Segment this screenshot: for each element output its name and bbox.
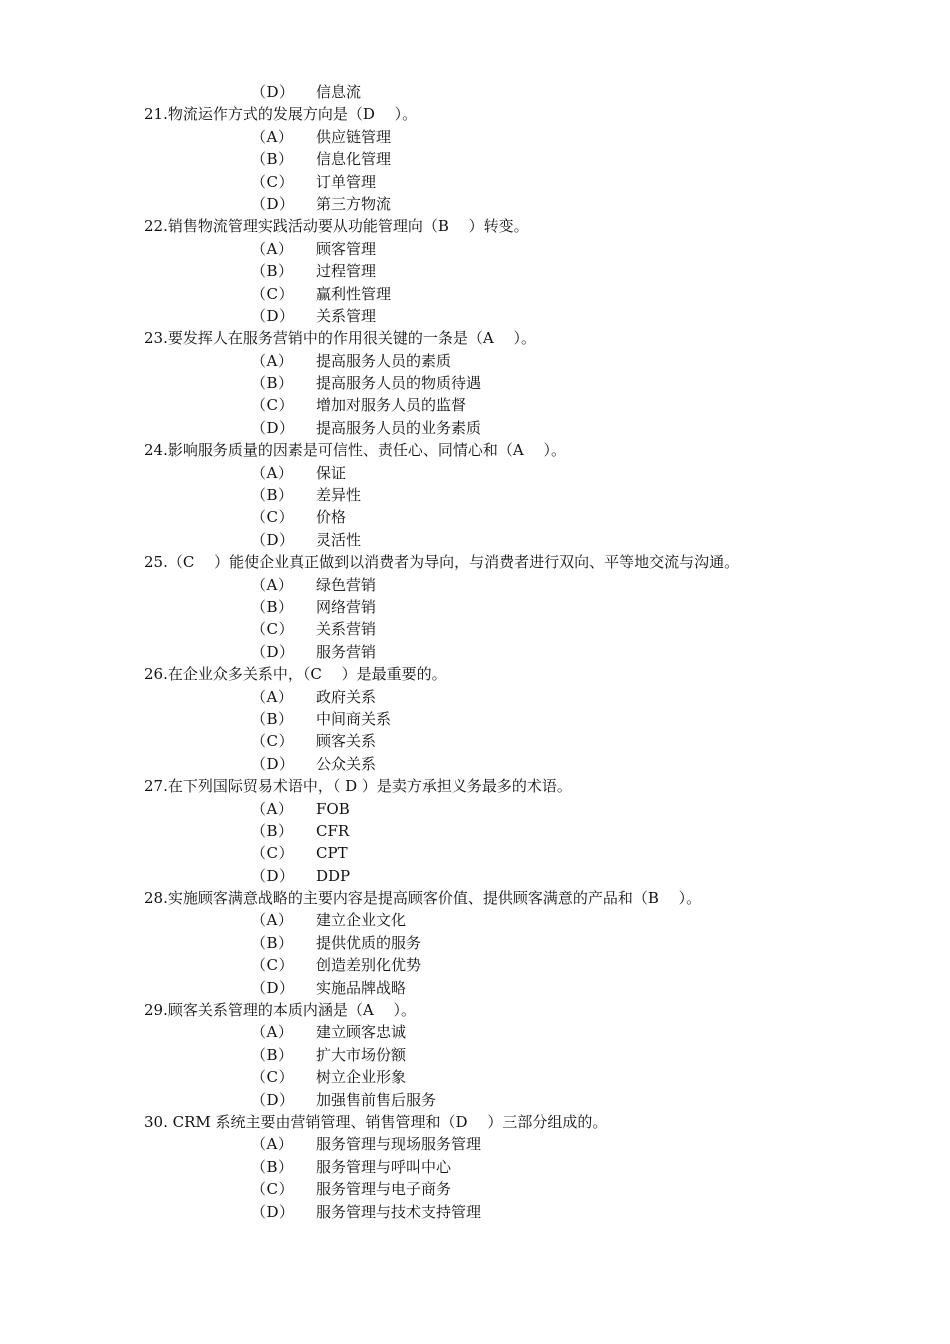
option-letter: （A） [251, 1135, 294, 1154]
option-letter: （D） [251, 306, 295, 325]
option-letter: （D） [251, 1090, 295, 1109]
option-c [0, 1066, 950, 1088]
option-text: 实施品牌战略 [316, 978, 407, 997]
option-text: 加强售前售后服务 [316, 1090, 437, 1109]
question-stem: 24.影响服务质量的因素是可信性、责任心、同情心和（A ）。 [144, 441, 566, 460]
option-a [0, 798, 950, 820]
option-letter: （D） [251, 754, 295, 773]
option-letter: （C） [251, 1068, 294, 1087]
option-c [0, 1178, 950, 1200]
question-25 [0, 551, 950, 663]
option-letter: （A） [251, 463, 294, 482]
option-letter: （D） [251, 83, 295, 101]
leading-option [0, 81, 950, 103]
option-text: 树立企业形象 [316, 1068, 407, 1087]
option-b [0, 372, 950, 394]
question-21 [0, 103, 950, 215]
option-text: 扩大市场份额 [316, 1045, 407, 1064]
option-b [0, 260, 950, 282]
option-letter: （A） [251, 799, 294, 818]
option-text: 建立顾客忠诚 [316, 1023, 407, 1042]
option-a [0, 686, 950, 708]
option-b [0, 1044, 950, 1066]
option-letter: （A） [251, 351, 294, 370]
question-26 [0, 663, 950, 775]
question-stem: 29.顾客关系管理的本质内涵是（A ）。 [144, 1001, 416, 1020]
option-letter: （B） [251, 1045, 294, 1064]
option-text: 服务管理与呼叫中心 [316, 1157, 452, 1176]
option-text: 信息流 [316, 83, 362, 101]
option-a [0, 909, 950, 931]
option-text: 网络营销 [316, 597, 377, 616]
option-text: DDP [316, 866, 351, 885]
option-a [0, 126, 950, 148]
option-d [0, 865, 950, 887]
option-text: 赢利性管理 [316, 284, 392, 303]
option-letter: （B） [251, 821, 294, 840]
option-letter: （C） [251, 172, 294, 191]
option-d [0, 1201, 950, 1223]
option-c [0, 283, 950, 305]
document-page [0, 81, 950, 1223]
question-22 [0, 215, 950, 327]
option-a [0, 574, 950, 596]
question-stem: 28.实施顾客满意战略的主要内容是提高顾客价值、提供顾客满意的产品和（B ）。 [144, 889, 702, 908]
option-letter: （C） [251, 620, 294, 639]
option-text: 提高服务人员的物质待遇 [316, 374, 482, 393]
option-letter: （C） [251, 844, 294, 863]
option-c [0, 954, 950, 976]
option-c [0, 171, 950, 193]
option-letter: （C） [251, 508, 294, 527]
option-letter: （A） [251, 911, 294, 930]
option-d [0, 977, 950, 999]
option-letter: （C） [251, 396, 294, 415]
option-letter: （A） [251, 239, 294, 258]
option-text: 信息化管理 [316, 150, 392, 169]
option-letter: （B） [251, 1157, 294, 1176]
question-stem: 27.在下列国际贸易术语中，（ D ）是卖方承担义务最多的术语。 [144, 777, 572, 796]
option-text: 顾客关系 [316, 732, 377, 751]
option-text: 顾客管理 [316, 239, 377, 258]
option-letter: （C） [251, 956, 294, 975]
option-text: 建立企业文化 [316, 911, 407, 930]
option-letter: （D） [251, 642, 295, 661]
option-text: FOB [316, 799, 350, 818]
option-letter: （B） [251, 486, 294, 505]
option-a [0, 238, 950, 260]
option-text: 过程管理 [316, 262, 377, 281]
question-24 [0, 439, 950, 551]
question-stem: 26.在企业众多关系中，（C ）是最重要的。 [144, 665, 447, 684]
option-text: 价格 [316, 508, 347, 527]
option-b [0, 820, 950, 842]
option-d [0, 305, 950, 327]
option-d [0, 193, 950, 215]
option-b [0, 484, 950, 506]
option-text: 服务管理与现场服务管理 [316, 1135, 482, 1154]
option-letter: （D） [251, 530, 295, 549]
option-letter: （D） [251, 418, 295, 437]
option-letter: （D） [251, 866, 295, 885]
option-c [0, 730, 950, 752]
option-text: 增加对服务人员的监督 [316, 396, 467, 415]
option-b [0, 596, 950, 618]
question-stem: 25.（C ）能使企业真正做到以消费者为导向，与消费者进行双向、平等地交流与沟通。 [144, 553, 740, 572]
option-letter: （B） [251, 597, 294, 616]
option-a [0, 462, 950, 484]
option-d [0, 753, 950, 775]
option-letter: （B） [251, 374, 294, 393]
option-letter: （B） [251, 262, 294, 281]
option-text: 中间商关系 [316, 709, 392, 728]
question-stem: 22.销售物流管理实践活动要从功能管理向（B ）转变。 [144, 217, 529, 236]
option-text: 订单管理 [316, 172, 377, 191]
option-a [0, 1021, 950, 1043]
question-29 [0, 999, 950, 1111]
option-text: 提高服务人员的素质 [316, 351, 452, 370]
option-b [0, 148, 950, 170]
option-a [0, 350, 950, 372]
option-text: 保证 [316, 463, 347, 482]
option-letter: （C） [251, 732, 294, 751]
question-stem: 30. CRM 系统主要由营销管理、销售管理和（D ）三部分组成的。 [144, 1112, 608, 1131]
question-30 [0, 1111, 950, 1223]
option-letter: （B） [251, 933, 294, 952]
option-text: 供应链管理 [316, 127, 392, 146]
option-c [0, 394, 950, 416]
option-text: CPT [316, 844, 348, 863]
option-text: 关系管理 [316, 306, 377, 325]
option-text: 政府关系 [316, 687, 377, 706]
option-text: 服务管理与技术支持管理 [316, 1202, 482, 1221]
option-text: 服务管理与电子商务 [316, 1180, 452, 1199]
option-letter: （C） [251, 284, 294, 303]
option-text: 灵活性 [316, 530, 362, 549]
option-c [0, 506, 950, 528]
option-letter: （C） [251, 1180, 294, 1199]
option-text: 差异性 [316, 486, 362, 505]
option-text: 提供优质的服务 [316, 933, 422, 952]
option-letter: （A） [251, 127, 294, 146]
option-text: 关系营销 [316, 620, 377, 639]
option-letter: （A） [251, 687, 294, 706]
option-d [0, 641, 950, 663]
option-c [0, 842, 950, 864]
option-text: 服务营销 [316, 642, 377, 661]
option-d [0, 529, 950, 551]
option-text: 提高服务人员的业务素质 [316, 418, 482, 437]
option-d [0, 1089, 950, 1111]
option-text: 第三方物流 [316, 194, 392, 213]
option-letter: （A） [251, 1023, 294, 1042]
option-text: CFR [316, 821, 350, 840]
option-text: 公众关系 [316, 754, 377, 773]
question-23 [0, 327, 950, 439]
option-b [0, 932, 950, 954]
question-stem: 23.要发挥人在服务营销中的作用很关键的一条是（A ）。 [144, 329, 536, 348]
option-b [0, 1156, 950, 1178]
option-text: 创造差别化优势 [316, 956, 422, 975]
option-c [0, 618, 950, 640]
option-letter: （B） [251, 150, 294, 169]
option-letter: （A） [251, 575, 294, 594]
question-27 [0, 775, 950, 887]
option-letter: （D） [251, 194, 295, 213]
option-b [0, 708, 950, 730]
option-letter: （B） [251, 709, 294, 728]
option-a [0, 1133, 950, 1155]
option-text: 绿色营销 [316, 575, 377, 594]
question-stem: 21.物流运作方式的发展方向是（D ）。 [144, 105, 418, 124]
option-letter: （D） [251, 1202, 295, 1221]
question-28 [0, 887, 950, 999]
option-d [0, 417, 950, 439]
option-letter: （D） [251, 978, 295, 997]
